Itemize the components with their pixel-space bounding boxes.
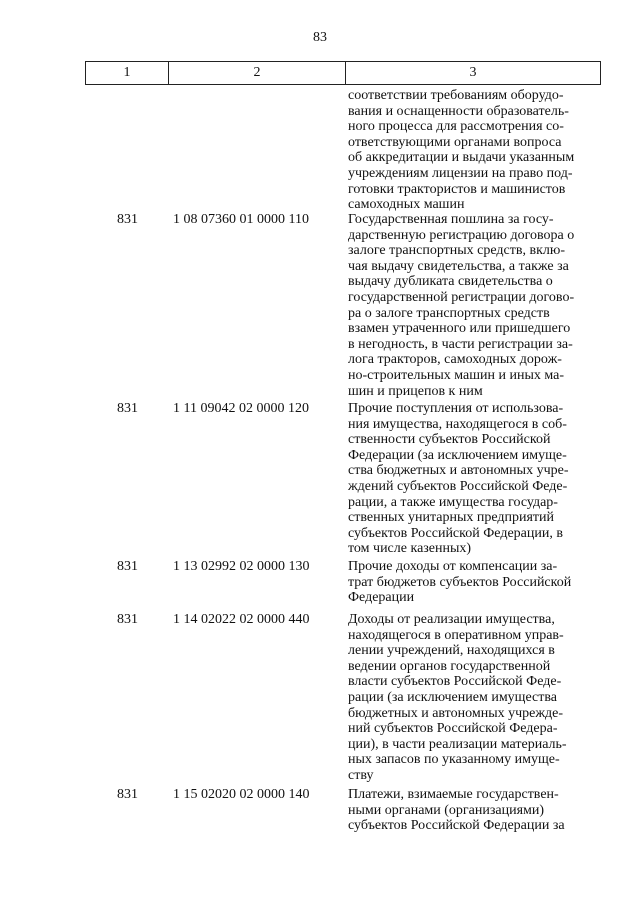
income-description: соответствии требованиям оборудо- вания и оснащенности образователь- ного процесса для рассмотрения со- ответствующими органами вопроса об аккредитации и выдачи указанным учреждениям лицензии на право под- готовки трактористов и машинистов самоходных машин bbox=[348, 88, 575, 213]
admin-code: 831 bbox=[117, 212, 138, 227]
budget-code: 1 08 07360 01 0000 110 bbox=[173, 212, 309, 227]
admin-code: 831 bbox=[117, 787, 138, 802]
income-description: Прочие доходы от компенсации за- трат бюджетов субъектов Российской Федерации bbox=[348, 559, 572, 606]
budget-code: 1 11 09042 02 0000 120 bbox=[173, 401, 309, 416]
admin-code: 831 bbox=[117, 559, 138, 574]
income-description: Государственная пошлина за госу- дарственную регистрацию договора о залоге транспортных средств, вклю- чая выдачу свидетельства, а также за выдачу дубликата свидетельства о государственной регистрации догово- ра о залоге транспортных средств взамен утраченного или пришедшего в негодность, в части регистрации за- лога тракторов, самоходных дорож- но-строительных машин и иных ма- шин и прицепов к ним bbox=[348, 212, 575, 399]
header-col-3: 3 bbox=[346, 62, 601, 85]
header-col-1: 1 bbox=[86, 62, 169, 85]
income-description: Прочие поступления от использова- ния имущества, находящегося в соб- ственности субъектов Российской Федерации (за исключением имуще- ства бюджетных и автономных учре- ждений субъектов Российской Феде- рации, а также имущества государ- ственных унитарных предприятий субъектов Российской Федерации, в том числе казенных) bbox=[348, 401, 569, 557]
income-description: Платежи, взимаемые государствен- ными органами (организациями) субъектов Российской Федерации за bbox=[348, 787, 565, 834]
admin-code: 831 bbox=[117, 612, 138, 627]
budget-code: 1 15 02020 02 0000 140 bbox=[173, 787, 310, 802]
budget-code: 1 13 02992 02 0000 130 bbox=[173, 559, 310, 574]
budget-code: 1 14 02022 02 0000 440 bbox=[173, 612, 310, 627]
income-description: Доходы от реализации имущества, находящегося в оперативном управ- лении учреждений, находящихся в ведении органов государственной власти субъектов Российской Феде- рации (за исключением имущества бюджетных и автономных учрежде- ний субъектов Российской Федера- ции), в части реализации материаль- ных запасов по указанному имуще- ству bbox=[348, 612, 567, 783]
header-col-2: 2 bbox=[169, 62, 346, 85]
admin-code: 831 bbox=[117, 401, 138, 416]
page-number: 83 bbox=[313, 30, 327, 45]
